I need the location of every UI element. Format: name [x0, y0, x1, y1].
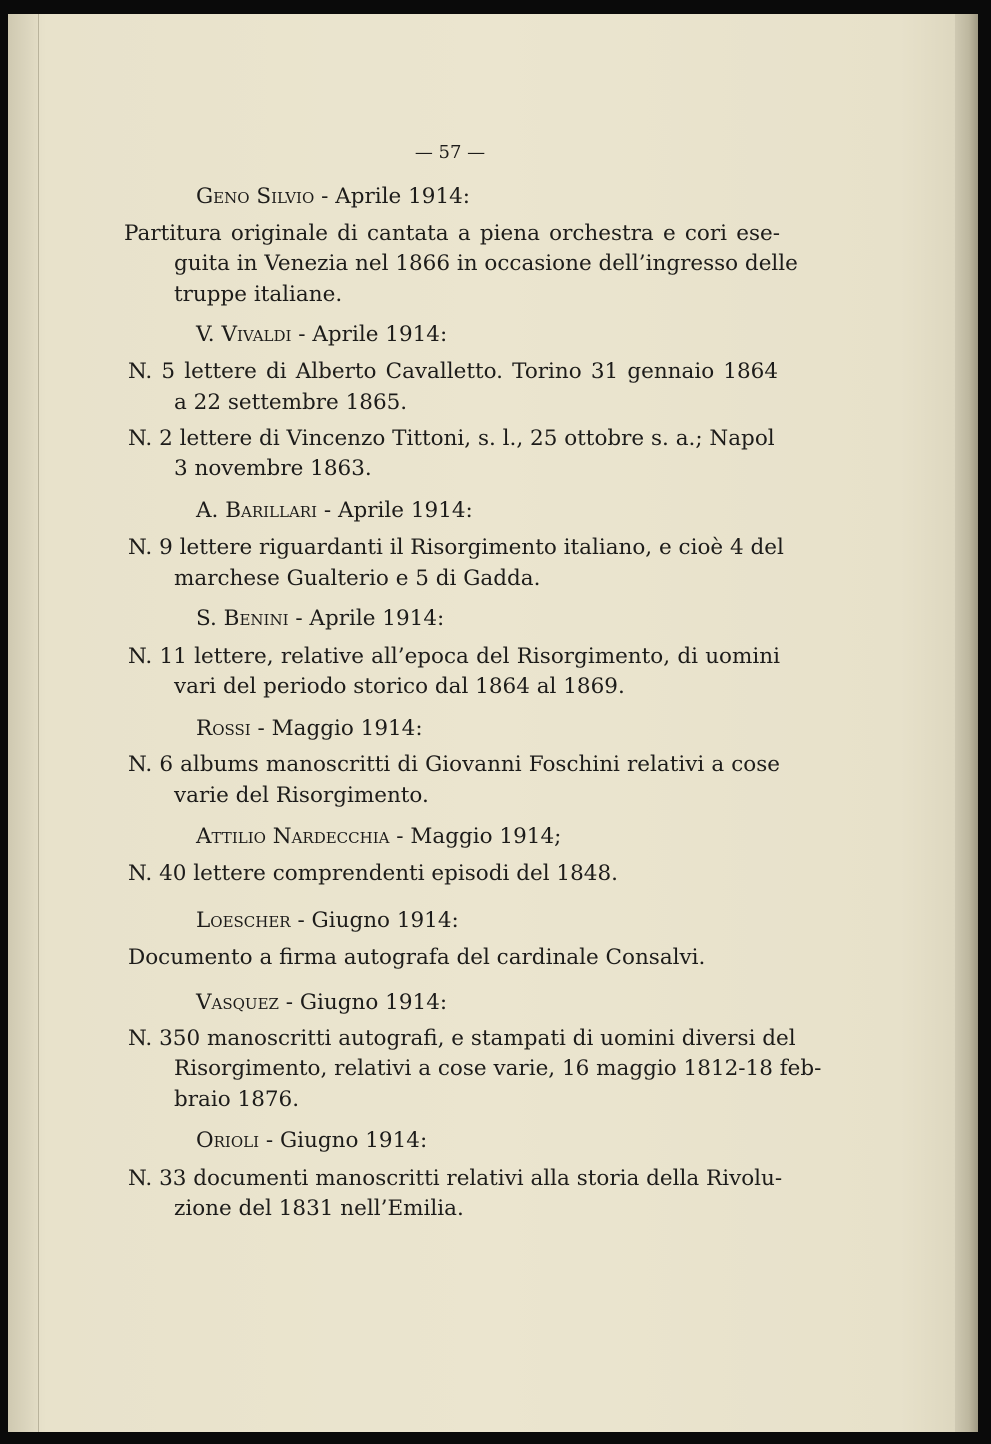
entry-line: N. 6 albums manoscritti di Giovanni Foschini relativi a cose	[128, 752, 780, 777]
entry-line: Documento a firma autografa del cardinale Consalvi.	[128, 945, 706, 970]
binding-gutter	[8, 14, 39, 1432]
donor-heading	[196, 322, 447, 347]
donor-heading	[196, 184, 470, 209]
donor-name: Orioli	[196, 1128, 260, 1153]
donor-name: Barillari	[225, 498, 318, 523]
entry-line: N. 33 documenti manoscritti relativi alla storia della Rivolu-	[128, 1166, 783, 1191]
entry-line: a 22 settembre 1865.	[174, 390, 408, 415]
entry-line: Risorgimento, relativi a cose varie, 16 maggio 1812-18 feb-	[174, 1056, 822, 1081]
donor-name: Geno Silvio	[196, 184, 315, 209]
entry-line: braio 1876.	[174, 1087, 300, 1112]
donor-heading	[196, 498, 473, 523]
entry-line: 3 novembre 1863.	[174, 456, 372, 481]
entry-line: Partitura originale di cantata a piena orchestra e cori ese-	[124, 221, 780, 246]
entry-line: marchese Gualterio e 5 di Gadda.	[174, 566, 541, 591]
entry-line: N. 2 lettere di Vincenzo Tittoni, s. l., 25 ottobre s. a.; Napol	[128, 426, 775, 451]
donor-date: - Giugno 1914:	[290, 908, 459, 933]
donor-name: Vivaldi	[221, 322, 292, 347]
entry-line: N. 40 lettere comprendenti episodi del 1848.	[128, 861, 618, 886]
page-edge	[955, 14, 978, 1432]
donor-initial: S.	[196, 606, 224, 631]
donor-date: - Aprile 1914:	[288, 606, 445, 631]
donor-name: Benini	[223, 606, 289, 631]
donor-heading	[196, 990, 447, 1015]
donor-heading	[196, 824, 561, 849]
donor-heading	[196, 716, 423, 741]
donor-name: Rossi	[196, 716, 251, 741]
donor-heading	[196, 908, 459, 933]
entry-line: N. 9 lettere riguardanti il Risorgimento italiano, e cioè 4 del	[128, 535, 784, 560]
donor-name: Attilio Nardecchia	[196, 824, 390, 849]
donor-name: Vasquez	[196, 990, 279, 1015]
donor-heading	[196, 606, 444, 631]
entry-line: varie del Risorgimento.	[174, 783, 429, 808]
donor-date: - Maggio 1914:	[250, 716, 423, 741]
entry-line: N. 11 lettere, relative all’epoca del Risorgimento, di uomini	[128, 644, 780, 669]
donor-heading	[196, 1128, 427, 1153]
donor-initial: V.	[196, 322, 222, 347]
donor-date: - Aprile 1914:	[314, 184, 471, 209]
donor-initial: A.	[196, 498, 226, 523]
entry-line: N. 350 manoscritti autografi, e stampati di uomini diversi del	[128, 1026, 796, 1051]
donor-date: - Maggio 1914;	[389, 824, 562, 849]
page-number: — 57 —	[414, 142, 486, 163]
donor-date: - Giugno 1914:	[278, 990, 448, 1015]
donor-date: - Aprile 1914:	[317, 498, 473, 523]
donor-name: Loescher	[196, 908, 291, 933]
donor-date: - Aprile 1914:	[291, 322, 448, 347]
entry-line: zione del 1831 nell’Emilia.	[174, 1196, 464, 1221]
donor-date: - Giugno 1914:	[259, 1128, 428, 1153]
entry-line: vari del periodo storico dal 1864 al 1869.	[174, 674, 625, 699]
entry-line: guita in Venezia nel 1866 in occasione dell’ingresso delle	[174, 251, 798, 276]
entry-line: N. 5 lettere di Alberto Cavalletto. Torino 31 gennaio 1864	[128, 359, 778, 384]
entry-line: truppe italiane.	[174, 282, 343, 307]
